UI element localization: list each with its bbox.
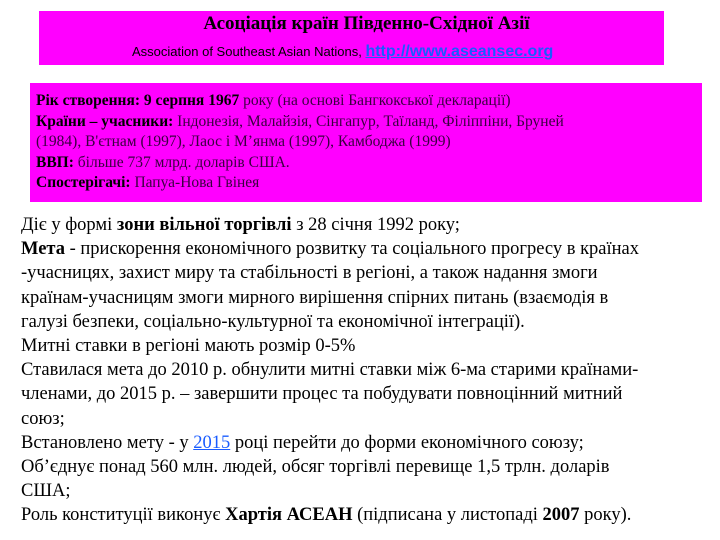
- founded-line: [36, 91, 698, 112]
- members-line: [36, 112, 698, 133]
- text-segment: Встановлено мету - у: [21, 432, 194, 453]
- gdp-line: [36, 153, 698, 174]
- members-list-1: Індонезія, Малайзія, Сінгапур, Таїланд, Філіппіни, Бруней: [177, 112, 564, 130]
- text-line-13: [21, 503, 711, 527]
- observers-label: Спостерігачі:: [36, 174, 131, 191]
- observers-line: [36, 173, 698, 194]
- text-segment: року).: [579, 505, 632, 526]
- header-subtitle: [132, 41, 553, 63]
- text-line-3: -учасницях, захист миру та стабільності в регіоні, а також надання змоги: [21, 263, 598, 284]
- founded-label: Рік створення:: [36, 92, 140, 109]
- gdp-value: більше 737 млрд. доларів США.: [77, 153, 290, 171]
- founded-rest: року (на основі Бангкокської декларації): [243, 92, 511, 109]
- text-segment: - прискорення економічного розвитку та соціального прогресу в країнах: [65, 239, 640, 260]
- subtitle-text: Association of Southeast Asian Nations,: [132, 44, 362, 59]
- text-line-4: країнам-учасницям змоги мирного вирішення спірних питань (взаємодія в: [21, 287, 609, 308]
- text-line-2: [21, 237, 711, 261]
- text-line-1: [21, 213, 711, 237]
- main-text: [21, 213, 711, 528]
- info-box: [30, 83, 702, 202]
- gdp-label: ВВП:: [36, 153, 74, 171]
- year-2015-link[interactable]: 2015: [193, 432, 231, 453]
- text-segment: Діє у формі: [21, 215, 117, 235]
- text-segment: з 28 січня 1992 року;: [291, 215, 460, 235]
- text-segment: (підписана у листопаді: [352, 505, 543, 526]
- asean-website-link[interactable]: http://www.aseansec.org: [365, 43, 554, 60]
- members-label: Країни – учасники:: [36, 112, 174, 130]
- free-trade-zone-term: зони вільної торгівлі: [116, 215, 292, 235]
- text-line-8: членами, до 2015 р. – завершити процес та побудувати повноцінний митний: [21, 384, 623, 405]
- founded-date: 9 серпня 1967: [143, 92, 240, 109]
- asean-charter-term: Хартія АСЕАН: [225, 505, 353, 526]
- observers-value: Папуа-Нова Гвінея: [134, 174, 260, 191]
- text-line-11: Об’єднує понад 560 млн. людей, обсяг торгівлі перевище 1,5 трлн. доларів: [21, 457, 610, 478]
- year-2007: 2007: [542, 505, 580, 526]
- page-title: Асоціація країн Південно-Східної Азії: [203, 13, 530, 34]
- text-segment: Роль конституції виконує: [21, 505, 226, 526]
- goal-term: Мета: [21, 239, 65, 260]
- header-banner: [39, 11, 664, 65]
- text-line-9: союз;: [21, 408, 65, 429]
- members-list-2: (1984), В'єтнам (1997), Лаос і М’янма (1997), Камбоджа (1999): [36, 133, 451, 150]
- text-line-12: США;: [21, 481, 71, 502]
- text-line-7: Ставилася мета до 2010 р. обнулити митні ставки між 6-ма старими країнами-: [21, 360, 639, 381]
- text-line-6: Митні ставки в регіоні мають розмір 0-5%: [21, 336, 356, 357]
- text-line-5: галузі безпеки, соціально-культурної та економічної інтеграції).: [21, 311, 525, 332]
- text-segment: році перейти до форми економічного союзу;: [230, 432, 584, 453]
- text-line-10: [21, 431, 711, 455]
